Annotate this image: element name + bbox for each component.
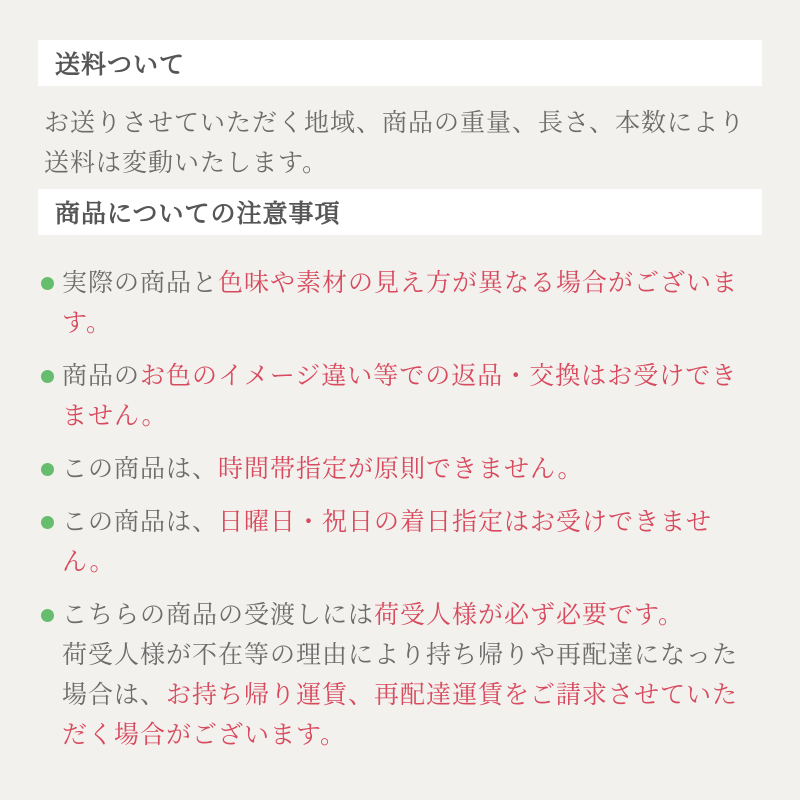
notes-heading: 商品についての注意事項 [38, 189, 762, 235]
shipping-body-text: お送りさせていただく地域、商品の重量、長さ、本数により送料は変動いたします。 [44, 109, 746, 177]
note-text-emphasis: お色のイメージ違い等での返品・交換はお受けできません。 [62, 362, 738, 430]
note-item [38, 263, 750, 343]
note-item [38, 502, 750, 582]
note-text-emphasis: 日曜日・祝日の着日指定はお受けできません。 [62, 508, 713, 576]
note-text: この商品は、 [62, 455, 219, 483]
note-text-emphasis: 色味や素材の見え方が異なる場合がございます。 [62, 269, 739, 337]
shipping-section [38, 40, 762, 183]
note-text: こちらの商品の受渡しには [62, 601, 375, 629]
note-text-emphasis: 荷受人様が必ず必要です。 [374, 601, 685, 629]
bullet-icon [41, 370, 54, 383]
note-text: 荷受人様が不在等の理由により持ち帰りや再配達になった場合は、 [62, 641, 739, 709]
notes-section [38, 189, 762, 755]
bullet-icon [41, 516, 54, 529]
note-item [38, 449, 750, 489]
note-text-emphasis: 時間帯指定が原則できません。 [218, 455, 584, 483]
bullet-icon [41, 463, 54, 476]
note-item [38, 595, 750, 755]
note-text-emphasis: お持ち帰り運賃、再配達運賃をご請求させていただく場合がございます。 [62, 681, 739, 749]
note-text: 商品の [62, 362, 141, 390]
note-text: この商品は、 [62, 508, 219, 536]
notes-list [38, 263, 762, 755]
shipping-heading: 送料ついて [38, 40, 762, 86]
note-item [38, 356, 750, 436]
note-text: 実際の商品と [62, 269, 219, 297]
bullet-icon [41, 609, 54, 622]
bullet-icon [41, 277, 54, 290]
